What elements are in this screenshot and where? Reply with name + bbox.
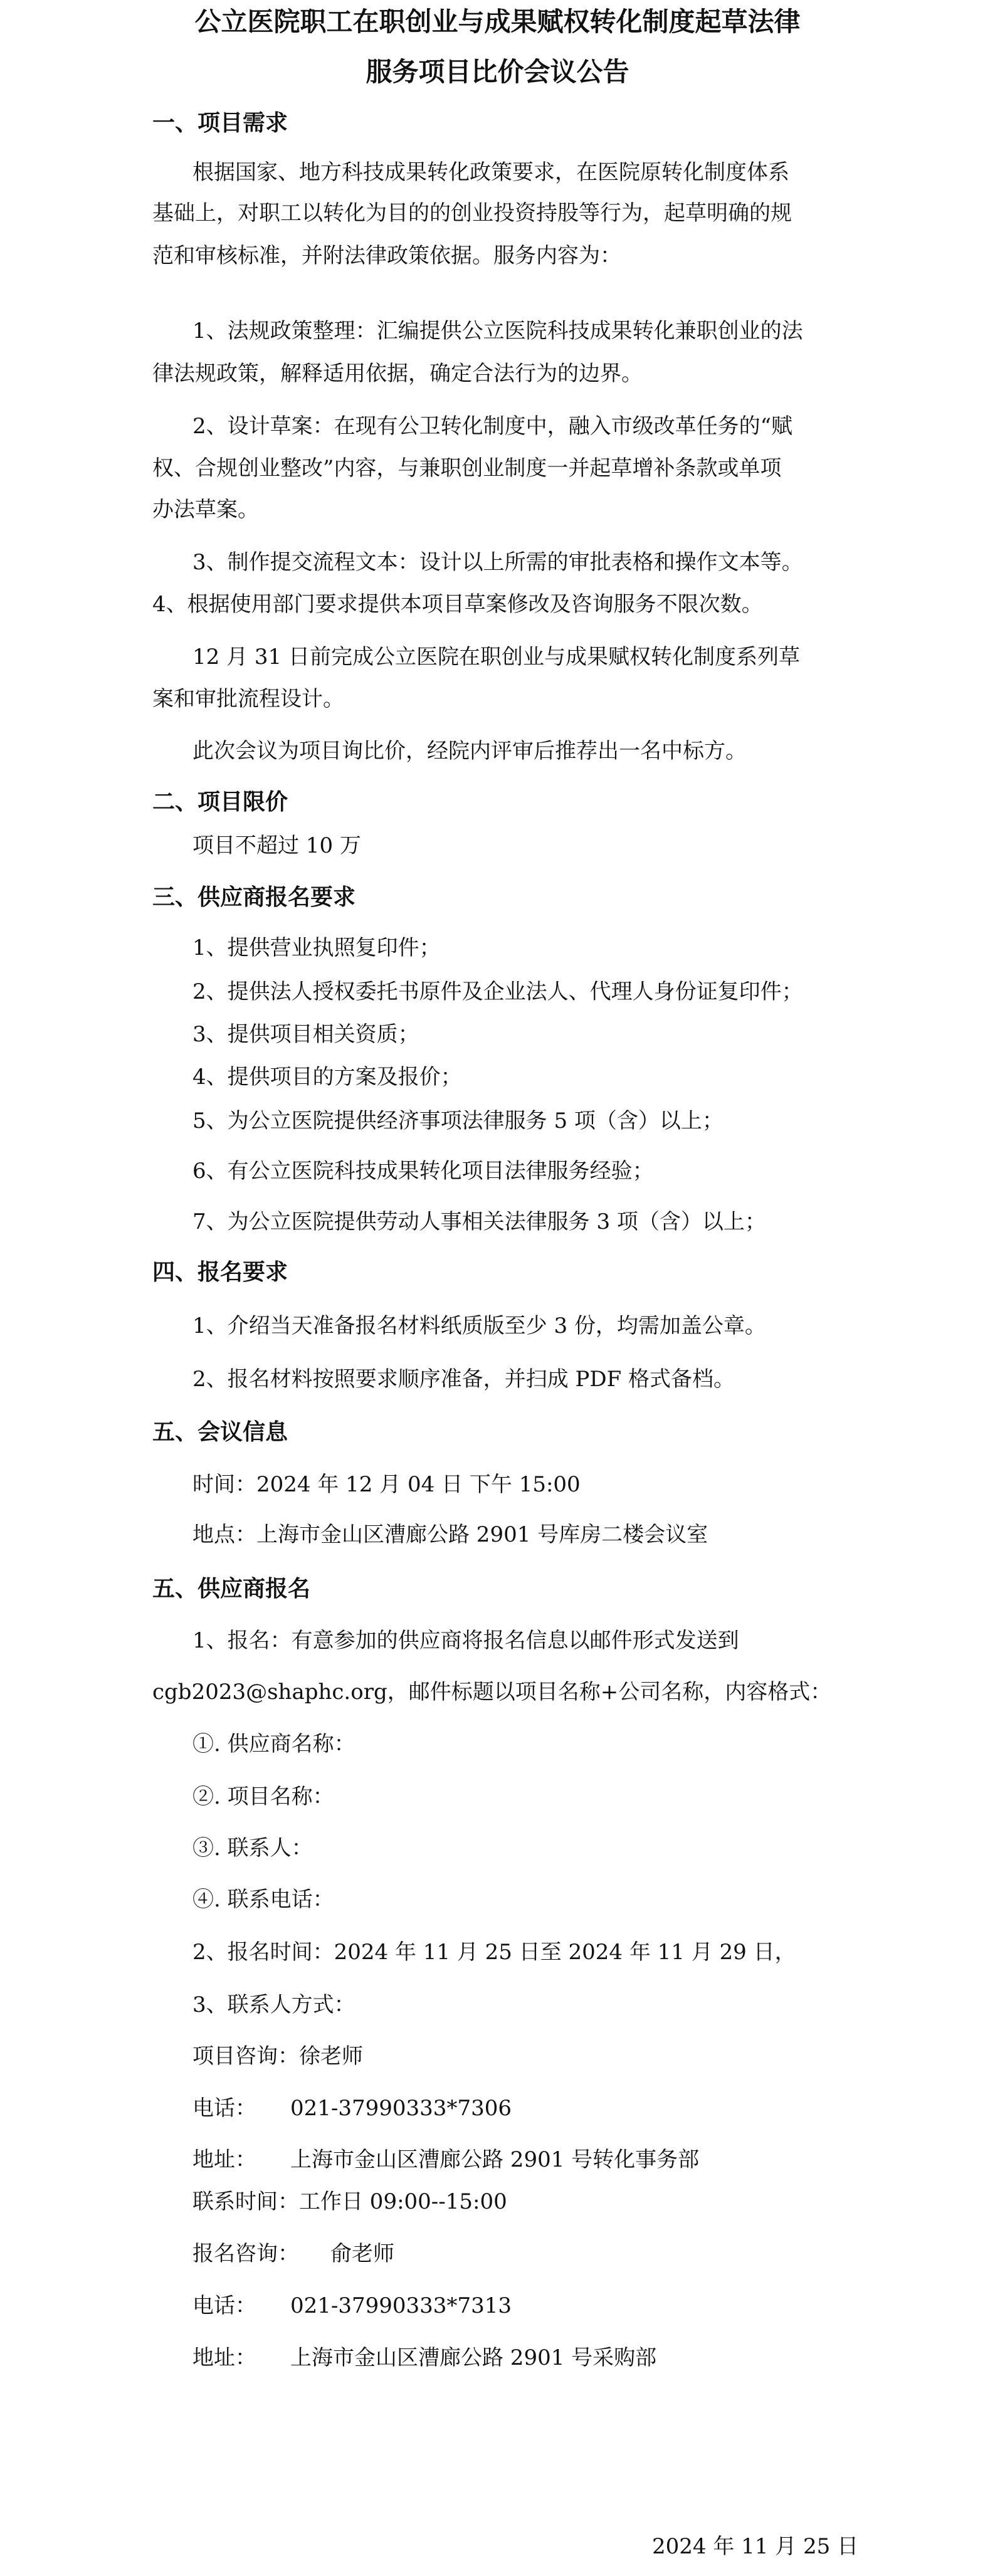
format-item: ②. 项目名称： <box>192 1784 334 1809</box>
paragraph-line: 项目不超过 10 万 <box>192 833 361 858</box>
phone-label: 电话： <box>192 2293 256 2318</box>
paragraph-line: 12 月 31 日前完成公立医院在职创业与成果赋权转化制度系列草 <box>192 644 800 670</box>
list-item: 4、提供项目的方案及报价； <box>192 1065 462 1090</box>
paragraph-line: 案和审批流程设计。 <box>152 686 344 712</box>
paragraph-line: 范和审核标准，并附法律政策依据。服务内容为： <box>152 243 621 268</box>
paragraph-line: 1、法规政策整理：汇编提供公立医院科技成果转化兼职创业的法 <box>192 318 803 344</box>
phone-number: 021-37990333*7306 <box>290 2096 512 2121</box>
contact-heading: 3、联系人方式： <box>192 1992 355 2017</box>
section-heading-supplier-requirements: 三、供应商报名要求 <box>152 884 356 910</box>
paragraph-line: 此次会议为项目询比价，经院内评审后推荐出一名中标方。 <box>192 739 747 764</box>
format-item: ①. 供应商名称： <box>192 1732 355 1757</box>
paragraph-line: 律法规政策，解释适用依据，确定合法行为的边界。 <box>152 361 643 386</box>
list-item: 5、为公立医院提供经济事项法律服务 5 项（含）以上； <box>192 1108 724 1133</box>
address-value: 上海市金山区漕廊公路 2901 号转化事务部 <box>290 2147 700 2172</box>
registration-consult-label: 报名咨询： <box>192 2241 299 2266</box>
paragraph-line: 基础上，对职工以转化为目的的创业投资持股等行为，起草明确的规 <box>152 201 792 226</box>
registration-time: 2、报名时间：2024 年 11 月 25 日至 2024 年 11 月 29 日， <box>192 1940 796 1965</box>
section-heading-price-limit: 二、项目限价 <box>152 789 288 815</box>
paragraph-line: 3、制作提交流程文本：设计以上所需的审批表格和操作文本等。 <box>192 550 803 575</box>
project-consult-contact: 项目咨询：徐老师 <box>192 2044 363 2069</box>
paragraph-line: cgb2023@shaphc.org，邮件标题以项目名称+公司名称，内容格式： <box>152 1680 832 1705</box>
list-item: 2、报名材料按照要求顺序准备，并扫成 PDF 格式备档。 <box>192 1367 735 1392</box>
phone-label: 电话： <box>192 2096 256 2121</box>
format-item: ④. 联系电话： <box>192 1887 334 1912</box>
meeting-place: 地点：上海市金山区漕廊公路 2901 号库房二楼会议室 <box>192 1522 708 1547</box>
page-title: 公立医院职工在职创业与成果赋权转化制度起草法律 <box>194 6 801 37</box>
paragraph-line: 1、报名：有意参加的供应商将报名信息以邮件形式发送到 <box>192 1628 739 1653</box>
paragraph-line: 权、合规创业整改”内容，与兼职创业制度一并起草增补条款或单项 <box>152 456 782 481</box>
section-heading-requirements: 一、项目需求 <box>152 110 288 136</box>
address-label: 地址： <box>192 2147 256 2172</box>
list-item: 1、提供营业执照复印件； <box>192 935 441 960</box>
paragraph-line: 办法草案。 <box>152 497 259 522</box>
list-item: 1、介绍当天准备报名材料纸质版至少 3 份，均需加盖公章。 <box>192 1313 766 1338</box>
meeting-time: 时间：2024 年 12 月 04 日 下午 15:00 <box>192 1472 581 1497</box>
list-item: 7、为公立医院提供劳动人事相关法律服务 3 项（含）以上； <box>192 1209 766 1234</box>
section-heading-meeting-info: 五、会议信息 <box>152 1419 288 1445</box>
page-title-line2: 服务项目比价会议公告 <box>366 56 629 87</box>
address-value: 上海市金山区漕廊公路 2901 号采购部 <box>290 2345 657 2370</box>
registration-consult-name: 俞老师 <box>330 2241 394 2266</box>
section-heading-registration-requirements: 四、报名要求 <box>152 1259 288 1285</box>
list-item: 6、有公立医院科技成果转化项目法律服务经验； <box>192 1159 654 1184</box>
address-label: 地址： <box>192 2345 256 2370</box>
list-item: 3、提供项目相关资质； <box>192 1022 419 1047</box>
phone-number: 021-37990333*7313 <box>290 2293 512 2318</box>
list-item: 2、提供法人授权委托书原件及企业法人、代理人身份证复印件； <box>192 979 803 1004</box>
paragraph-line: 2、设计草案：在现有公卫转化制度中，融入市级改革任务的“赋 <box>192 414 793 439</box>
announcement-date: 2024 年 11 月 25 日 <box>652 2534 859 2559</box>
format-item: ③. 联系人： <box>192 1836 313 1861</box>
section-heading-supplier-registration: 五、供应商报名 <box>152 1575 311 1602</box>
paragraph-line: 根据国家、地方科技成果转化政策要求，在医院原转化制度体系 <box>192 160 789 185</box>
contact-hours: 联系时间：工作日 09:00--15:00 <box>192 2189 507 2214</box>
paragraph-line: 4、根据使用部门要求提供本项目草案修改及咨询服务不限次数。 <box>152 592 763 617</box>
